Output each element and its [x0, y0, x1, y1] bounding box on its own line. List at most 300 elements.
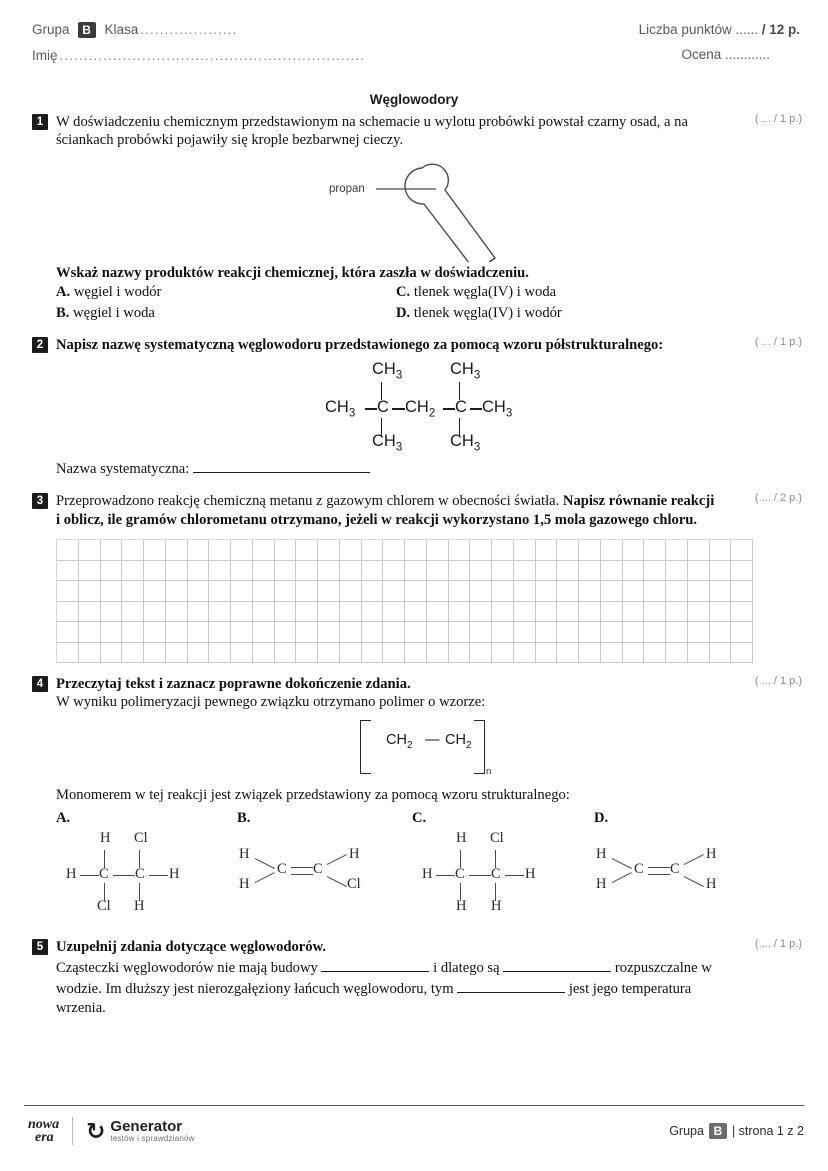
grid-cell[interactable]	[666, 561, 688, 582]
bracket-right	[474, 720, 485, 774]
grid-cell[interactable]	[731, 622, 753, 643]
grid-cell[interactable]	[427, 561, 449, 582]
d-bond-ur	[684, 854, 704, 865]
grid-cell[interactable]	[731, 561, 753, 582]
grid-cell[interactable]	[318, 602, 340, 623]
grid-cell[interactable]	[318, 561, 340, 582]
grid-cell[interactable]	[101, 561, 123, 582]
grid-cell[interactable]	[514, 581, 536, 602]
option-b[interactable]	[56, 304, 396, 322]
grid-cell[interactable]	[579, 643, 601, 664]
b-bond-lr	[327, 876, 347, 887]
grid-cell[interactable]	[492, 622, 514, 643]
b-bond-ur	[327, 854, 347, 865]
nowa-era-logo	[24, 1118, 59, 1144]
ocena-row[interactable]: Ocena ............	[681, 47, 770, 62]
option-b-text: węgiel i woda	[73, 304, 155, 321]
c-bottom-left-atom: H	[456, 898, 467, 915]
grid-cell[interactable]	[644, 622, 666, 643]
grid-cell[interactable]	[623, 602, 645, 623]
grid-cell[interactable]	[166, 540, 188, 561]
grid-cell[interactable]	[362, 581, 384, 602]
grid-cell[interactable]	[231, 540, 253, 561]
grid-cell[interactable]	[427, 622, 449, 643]
q5-blank-2[interactable]	[503, 957, 611, 972]
b-bond-ll	[255, 872, 275, 883]
grid-cell[interactable]	[405, 581, 427, 602]
grid-cell[interactable]	[79, 540, 101, 561]
option-a-letter: A.	[56, 810, 71, 827]
grid-cell[interactable]	[57, 622, 79, 643]
grid-cell[interactable]	[209, 602, 231, 623]
question-5-body	[56, 957, 720, 1019]
structure-option-c[interactable]	[412, 830, 582, 930]
grid-cell[interactable]	[557, 581, 579, 602]
d-bond-ll	[612, 872, 632, 883]
q5-line1-a: Cząsteczki węglowodorów nie mają budowy	[56, 959, 318, 976]
grid-cell[interactable]	[579, 622, 601, 643]
grupa-badge: B	[78, 22, 96, 38]
grid-cell[interactable]	[340, 581, 362, 602]
question-3	[24, 492, 804, 663]
c-c1-atom: C	[455, 866, 465, 883]
grid-cell[interactable]	[449, 540, 471, 561]
grid-cell[interactable]	[710, 540, 732, 561]
grid-cell[interactable]	[688, 643, 710, 664]
polymer-formula	[24, 714, 804, 786]
formula-top-left-group: $CH_3$	[372, 360, 403, 382]
page-title: Węglowodory	[369, 92, 459, 107]
grid-cell[interactable]	[275, 622, 297, 643]
imie-blank[interactable]: ...............................................................	[59, 48, 366, 63]
grid-cell[interactable]	[144, 540, 166, 561]
grid-cell[interactable]	[623, 561, 645, 582]
question-2-number: 2	[32, 337, 48, 353]
grid-cell[interactable]	[601, 643, 623, 664]
grid-cell[interactable]	[405, 561, 427, 582]
b-bond-ul	[255, 858, 275, 869]
grid-cell[interactable]	[688, 622, 710, 643]
grid-cell[interactable]	[666, 581, 688, 602]
grid-cell[interactable]	[296, 581, 318, 602]
grid-cell[interactable]	[275, 581, 297, 602]
grid-cell[interactable]	[57, 561, 79, 582]
grid-cell[interactable]	[101, 602, 123, 623]
grid-cell[interactable]	[188, 622, 210, 643]
formula-right-group: $CH_3$	[482, 398, 513, 420]
grid-cell[interactable]	[383, 581, 405, 602]
c-c2-atom: C	[491, 866, 501, 883]
grid-cell[interactable]	[101, 643, 123, 664]
question-1-options	[56, 283, 720, 322]
grid-cell[interactable]	[383, 602, 405, 623]
bond-h-2	[392, 408, 405, 409]
polymer-unit-left: $CH_2$	[386, 731, 413, 751]
b-upper-left-atom: H	[239, 846, 250, 863]
grid-cell[interactable]	[122, 540, 144, 561]
grid-cell[interactable]	[166, 581, 188, 602]
grid-cell[interactable]	[557, 602, 579, 623]
generator-wordmark	[110, 1119, 194, 1143]
grid-cell[interactable]	[166, 622, 188, 643]
grid-cell[interactable]	[79, 561, 101, 582]
a-c1-atom: C	[99, 866, 109, 883]
test-tube-figure	[24, 154, 804, 262]
grid-cell[interactable]	[318, 643, 340, 664]
option-c[interactable]	[396, 283, 720, 301]
grid-cell[interactable]	[318, 622, 340, 643]
grid-cell[interactable]	[383, 540, 405, 561]
grid-cell[interactable]	[188, 561, 210, 582]
grid-cell[interactable]	[470, 581, 492, 602]
question-2-text: Napisz nazwę systematyczną węglowodoru przedstawionego za pomocą wzoru półstrukturalnego:	[56, 336, 664, 353]
c-bottom-right-atom: H	[491, 898, 502, 915]
question-5-number: 5	[32, 939, 48, 955]
grid-cell[interactable]	[666, 643, 688, 664]
grid-cell[interactable]	[362, 561, 384, 582]
grid-cell[interactable]	[623, 581, 645, 602]
question-1-prompt: Wskaż nazwy produktów reakcji chemicznej, która zaszła w doświadczeniu.	[56, 264, 529, 281]
b-c1-atom: C	[277, 861, 287, 878]
grid-cell[interactable]	[253, 561, 275, 582]
grid-cell[interactable]	[666, 540, 688, 561]
q5-blank-3[interactable]	[457, 978, 565, 993]
c-bond-h-r	[505, 875, 524, 876]
klasa-blank[interactable]: ....................	[140, 22, 238, 37]
b-c2-atom: C	[313, 861, 323, 878]
grid-cell[interactable]	[362, 540, 384, 561]
grid-cell[interactable]	[710, 602, 732, 623]
grid-cell[interactable]	[536, 540, 558, 561]
polymer-dash: —	[425, 731, 440, 748]
grid-cell[interactable]	[492, 643, 514, 664]
points-row	[500, 22, 800, 37]
grid-cell[interactable]	[623, 622, 645, 643]
bond-h-4	[470, 408, 482, 409]
footer-logo-divider	[72, 1117, 73, 1145]
question-3-answer-grid[interactable]	[56, 539, 753, 663]
grid-cell[interactable]	[122, 602, 144, 623]
question-4-option-letters	[56, 810, 804, 830]
c-top-left-atom: H	[456, 830, 467, 847]
question-3-number: 3	[32, 493, 48, 509]
question-1	[24, 113, 804, 322]
grid-cell[interactable]	[666, 602, 688, 623]
grid-cell[interactable]	[144, 602, 166, 623]
q5-line3: temperatura wrzenia.	[56, 980, 692, 1016]
grid-cell[interactable]	[492, 540, 514, 561]
footer-content	[24, 1115, 804, 1147]
formula-mid-group: $CH_2$	[405, 398, 436, 420]
grid-cell[interactable]	[514, 622, 536, 643]
grid-cell[interactable]	[449, 643, 471, 664]
grid-cell[interactable]	[209, 540, 231, 561]
grid-cell[interactable]	[57, 602, 79, 623]
grid-cell[interactable]	[470, 540, 492, 561]
grid-cell[interactable]	[579, 602, 601, 623]
grid-cell[interactable]	[383, 622, 405, 643]
footer-grupa-badge: B	[709, 1123, 727, 1139]
grid-cell[interactable]	[122, 561, 144, 582]
grupa-label: Grupa	[32, 22, 70, 37]
grid-cell[interactable]	[666, 622, 688, 643]
grid-cell[interactable]	[253, 540, 275, 561]
grid-cell[interactable]	[362, 622, 384, 643]
grid-cell[interactable]	[731, 602, 753, 623]
grid-cell[interactable]	[79, 622, 101, 643]
b-lower-left-atom: H	[239, 876, 250, 893]
grid-cell[interactable]	[275, 540, 297, 561]
question-4-question: Monomerem w tej reakcji jest związek przedstawiony za pomocą wzoru strukturalnego:	[56, 786, 570, 803]
grid-cell[interactable]	[579, 581, 601, 602]
option-a[interactable]	[56, 283, 396, 301]
grid-cell[interactable]	[79, 581, 101, 602]
grid-cell[interactable]	[514, 561, 536, 582]
logo-line-1: nowa	[28, 1117, 60, 1132]
grid-cell[interactable]	[427, 581, 449, 602]
grid-cell[interactable]	[209, 643, 231, 664]
question-4-points: ( ... / 1 p.)	[754, 675, 802, 687]
grid-cell[interactable]	[514, 540, 536, 561]
grid-cell[interactable]	[275, 561, 297, 582]
grid-cell[interactable]	[710, 561, 732, 582]
grid-cell[interactable]	[340, 602, 362, 623]
grid-cell[interactable]	[688, 540, 710, 561]
formula-top-right-group: $CH_3$	[450, 360, 481, 382]
grid-cell[interactable]	[449, 602, 471, 623]
grid-cell[interactable]	[122, 581, 144, 602]
grid-cell[interactable]	[340, 643, 362, 664]
question-5-heading: Uzupełnij zdania dotyczące węglowodorów.	[56, 939, 326, 956]
grid-cell[interactable]	[253, 602, 275, 623]
grid-cell[interactable]	[209, 561, 231, 582]
grid-cell[interactable]	[166, 561, 188, 582]
grid-cell[interactable]	[101, 581, 123, 602]
grid-cell[interactable]	[644, 602, 666, 623]
grid-cell[interactable]	[79, 643, 101, 664]
grid-cell[interactable]	[601, 622, 623, 643]
grid-cell[interactable]	[492, 561, 514, 582]
grid-cell[interactable]	[340, 561, 362, 582]
grid-cell[interactable]	[449, 581, 471, 602]
grid-cell[interactable]	[188, 602, 210, 623]
grid-cell[interactable]	[318, 540, 340, 561]
propan-label: propan	[329, 182, 365, 195]
question-4-text: W wyniku polimeryzacji pewnego związku otrzymano polimer o wzorze:	[56, 694, 486, 711]
grid-cell[interactable]	[710, 622, 732, 643]
grid-cell[interactable]	[296, 561, 318, 582]
grid-cell[interactable]	[209, 622, 231, 643]
a-right-atom: H	[169, 866, 180, 883]
grid-cell[interactable]	[688, 561, 710, 582]
grid-cell[interactable]	[623, 643, 645, 664]
nazwa-systematyczna-label: Nazwa systematyczna:	[56, 461, 190, 478]
grid-cell[interactable]	[731, 540, 753, 561]
grid-cell[interactable]	[710, 581, 732, 602]
option-a-letter: A.	[56, 284, 71, 301]
grid-cell[interactable]	[557, 643, 579, 664]
grid-cell[interactable]	[340, 540, 362, 561]
grid-cell[interactable]	[231, 602, 253, 623]
grid-cell[interactable]	[57, 540, 79, 561]
grid-cell[interactable]	[557, 561, 579, 582]
grid-cell[interactable]	[57, 643, 79, 664]
grid-cell[interactable]	[536, 643, 558, 664]
grid-cell[interactable]	[579, 540, 601, 561]
grid-cell[interactable]	[579, 561, 601, 582]
grid-cell[interactable]	[601, 602, 623, 623]
nazwa-systematyczna-input[interactable]	[193, 458, 370, 473]
grid-cell[interactable]	[536, 561, 558, 582]
d-c1-atom: C	[634, 861, 644, 878]
grid-cell[interactable]	[122, 622, 144, 643]
grid-cell[interactable]	[427, 602, 449, 623]
formula-bottom-right-group: $CH_3$	[450, 432, 481, 454]
question-4	[24, 675, 804, 934]
option-c-text: tlenek węgla(IV) i woda	[413, 284, 557, 301]
bond-h-1	[365, 408, 377, 409]
grid-cell[interactable]	[340, 622, 362, 643]
points-label: Liczba punktów ......	[638, 22, 758, 37]
q5-blank-1[interactable]	[321, 957, 429, 972]
grid-cell[interactable]	[362, 643, 384, 664]
grid-cell[interactable]	[253, 581, 275, 602]
grid-cell[interactable]	[514, 602, 536, 623]
grid-cell[interactable]	[405, 622, 427, 643]
grid-cell[interactable]	[231, 622, 253, 643]
option-d-letter: D.	[396, 304, 411, 321]
grid-cell[interactable]	[231, 561, 253, 582]
a-bond-h-r	[149, 875, 168, 876]
grid-cell[interactable]	[253, 643, 275, 664]
footer-divider	[24, 1105, 804, 1106]
grid-cell[interactable]	[427, 643, 449, 664]
grid-cell[interactable]	[144, 622, 166, 643]
grid-cell[interactable]	[79, 602, 101, 623]
grid-cell[interactable]	[275, 643, 297, 664]
grid-cell[interactable]	[405, 540, 427, 561]
grid-cell[interactable]	[623, 540, 645, 561]
structure-option-a[interactable]	[56, 830, 226, 930]
grid-cell[interactable]	[318, 581, 340, 602]
d-lower-left-atom: H	[596, 876, 607, 893]
footer-grupa-label: Grupa	[669, 1124, 704, 1138]
grid-cell[interactable]	[557, 540, 579, 561]
grid-cell[interactable]	[405, 602, 427, 623]
page-header	[24, 0, 804, 80]
question-3-text	[56, 492, 720, 529]
option-d[interactable]	[396, 304, 720, 322]
semi-structural-formula	[24, 360, 804, 454]
footer-page-number: | strona 1 z 2	[731, 1124, 804, 1138]
grid-cell[interactable]	[427, 540, 449, 561]
grid-cell[interactable]	[470, 622, 492, 643]
structure-option-d[interactable]	[594, 830, 764, 930]
grid-cell[interactable]	[644, 581, 666, 602]
grid-cell[interactable]	[101, 540, 123, 561]
grid-cell[interactable]	[188, 581, 210, 602]
grid-cell[interactable]	[188, 540, 210, 561]
grid-cell[interactable]	[470, 643, 492, 664]
grid-cell[interactable]	[731, 581, 753, 602]
grid-cell[interactable]	[231, 643, 253, 664]
grid-cell[interactable]	[296, 622, 318, 643]
grid-cell[interactable]	[644, 643, 666, 664]
polymer-unit-right: $CH_2$	[445, 731, 472, 751]
b-double-bond-upper	[291, 867, 313, 868]
d-lower-right-atom: H	[706, 876, 717, 893]
grid-cell[interactable]	[601, 561, 623, 582]
grid-cell[interactable]	[296, 602, 318, 623]
grid-cell[interactable]	[536, 602, 558, 623]
grid-cell[interactable]	[601, 540, 623, 561]
grid-cell[interactable]	[275, 602, 297, 623]
grid-cell[interactable]	[536, 622, 558, 643]
grid-cell[interactable]	[470, 602, 492, 623]
a-bottom-right-atom: H	[134, 898, 145, 915]
grid-cell[interactable]	[383, 643, 405, 664]
grid-cell[interactable]	[536, 581, 558, 602]
grid-cell[interactable]	[209, 581, 231, 602]
grid-cell[interactable]	[492, 602, 514, 623]
grid-cell[interactable]	[470, 561, 492, 582]
grid-cell[interactable]	[122, 643, 144, 664]
c-right-atom: H	[525, 866, 536, 883]
grid-cell[interactable]	[601, 581, 623, 602]
grid-cell[interactable]	[449, 622, 471, 643]
grid-cell[interactable]	[101, 622, 123, 643]
option-d-letter: D.	[594, 810, 609, 827]
grid-cell[interactable]	[362, 602, 384, 623]
grid-cell[interactable]	[710, 643, 732, 664]
grid-cell[interactable]	[405, 643, 427, 664]
grid-cell[interactable]	[253, 622, 275, 643]
grid-cell[interactable]	[57, 581, 79, 602]
grid-cell[interactable]	[144, 561, 166, 582]
c-left-atom: H	[422, 866, 433, 883]
grid-cell[interactable]	[144, 643, 166, 664]
question-1-text: W doświadczeniu chemicznym przedstawionym na schemacie u wylotu probówki powstał czarny osad, a na ściankach probówki pojawiły się krople bezbarwnej cieczy.	[56, 114, 688, 149]
grid-cell[interactable]	[514, 643, 536, 664]
grid-cell[interactable]	[644, 540, 666, 561]
grid-cell[interactable]	[644, 561, 666, 582]
option-c-letter: C.	[412, 810, 427, 827]
q5-line1-b: i dlatego są	[433, 959, 500, 976]
grid-cell[interactable]	[188, 643, 210, 664]
question-5-points: ( ... / 1 p.)	[754, 938, 802, 951]
grid-cell[interactable]	[449, 561, 471, 582]
grid-cell[interactable]	[166, 602, 188, 623]
grid-cell[interactable]	[731, 643, 753, 664]
q5-line2-a: w wodzie. Im dłuższy jest nierozgałęziony łańcuch węglowodoru, tym	[56, 959, 712, 997]
question-3-text-plain: Przeprowadzono reakcję chemiczną metanu z gazowym chlorem w obecności światła.	[56, 493, 563, 510]
grid-cell[interactable]	[688, 602, 710, 623]
b-upper-right-atom: H	[349, 846, 360, 863]
grid-cell[interactable]	[557, 622, 579, 643]
grid-cell[interactable]	[688, 581, 710, 602]
question-1-prompt-wrap	[56, 264, 720, 322]
grid-cell[interactable]	[492, 581, 514, 602]
grid-cell[interactable]	[296, 540, 318, 561]
grid-cell[interactable]	[296, 643, 318, 664]
grid-cell[interactable]	[144, 581, 166, 602]
grid-cell[interactable]	[231, 581, 253, 602]
structure-option-b[interactable]	[237, 830, 407, 930]
grid-cell[interactable]	[383, 561, 405, 582]
b-double-bond-lower	[291, 874, 313, 875]
option-d-text: tlenek węgla(IV) i wodór	[413, 304, 562, 321]
grid-cell[interactable]	[166, 643, 188, 664]
